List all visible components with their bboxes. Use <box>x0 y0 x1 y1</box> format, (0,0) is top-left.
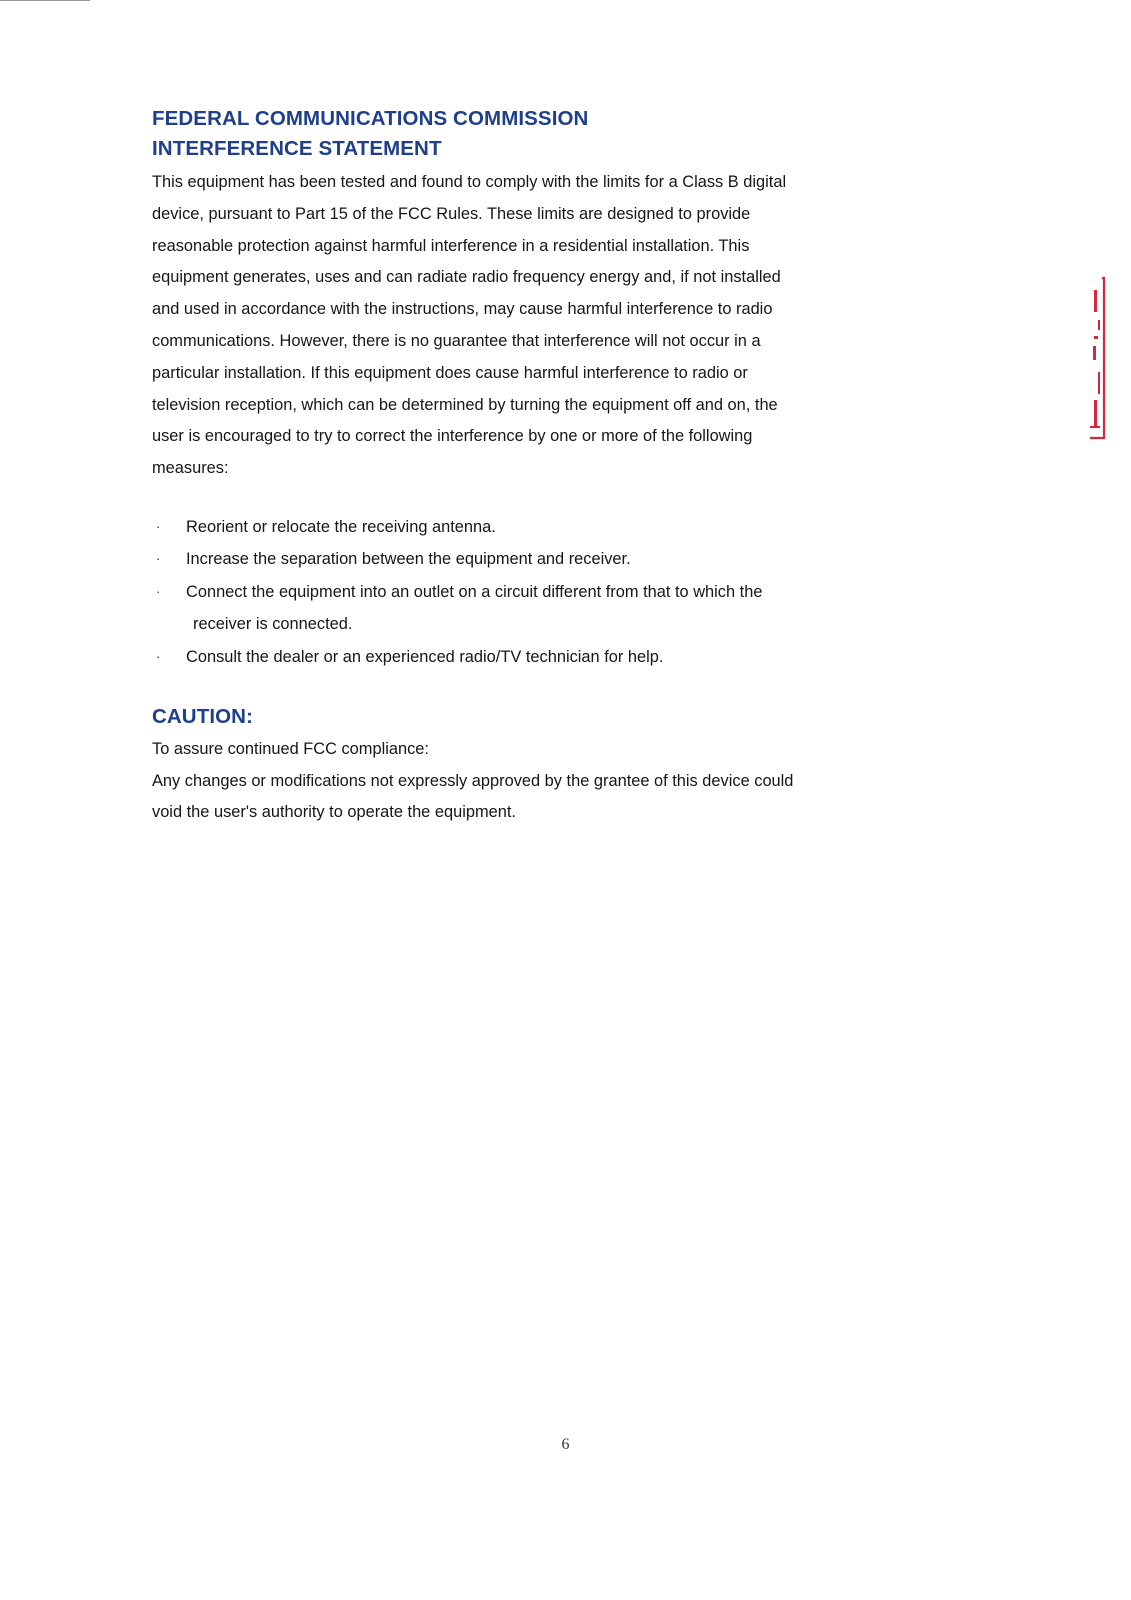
list-item-text: Connect the equipment into an outlet on a circuit different from that to which the <box>186 582 763 601</box>
body-line: particular installation. If this equipment does cause harmful interference to radio or <box>152 363 748 382</box>
document-body <box>152 104 942 829</box>
list-item-continuation: receiver is connected. <box>193 615 353 634</box>
body-line: device, pursuant to Part 15 of the FCC Rules. These limits are designed to provide <box>152 204 751 223</box>
caution-paragraph <box>152 766 942 829</box>
list-item-text: Reorient or relocate the receiving antenna. <box>186 517 496 536</box>
red-edge-stamp-icon <box>1086 276 1108 440</box>
bullet-dot-icon: · <box>156 583 161 599</box>
heading-line-1: FEDERAL COMMUNICATIONS COMMISSION <box>152 107 589 130</box>
body-line: television reception, which can be determined by turning the equipment off and on, the <box>152 395 778 414</box>
caution-intro: To assure continued FCC compliance: <box>152 740 429 759</box>
list-item-text: Consult the dealer or an experienced radio/TV technician for help. <box>186 647 664 666</box>
list-item <box>152 543 942 576</box>
page-number: 6 <box>561 1436 570 1453</box>
list-item <box>152 511 942 544</box>
list-item <box>152 641 942 674</box>
caution-line: Any changes or modifications not expressly approved by the grantee of this device could <box>152 771 794 790</box>
body-line: user is encouraged to try to correct the interference by one or more of the following <box>152 427 753 446</box>
body-line: equipment generates, uses and can radiate radio frequency energy and, if not installed <box>152 268 781 287</box>
scan-edge-line <box>0 0 90 1</box>
caution-heading: CAUTION: <box>152 705 254 729</box>
body-line: measures: <box>152 459 229 478</box>
measures-list <box>152 511 942 674</box>
caution-line: void the user's authority to operate the equipment. <box>152 803 516 822</box>
bullet-dot-icon: · <box>156 648 161 664</box>
interference-statement-paragraph <box>152 167 942 485</box>
list-item <box>152 576 942 641</box>
body-line: communications. However, there is no guarantee that interference will not occur in a <box>152 331 761 350</box>
list-item-text: Increase the separation between the equipment and receiver. <box>186 550 631 569</box>
body-line: This equipment has been tested and found to comply with the limits for a Class B digital <box>152 173 787 191</box>
bullet-dot-icon: · <box>156 518 161 534</box>
body-line: reasonable protection against harmful interference in a residential installation. This <box>152 236 750 255</box>
heading-line-2: INTERFERENCE STATEMENT <box>152 137 442 160</box>
body-line: and used in accordance with the instructions, may cause harmful interference to radio <box>152 300 773 319</box>
bullet-dot-icon: · <box>156 551 161 567</box>
